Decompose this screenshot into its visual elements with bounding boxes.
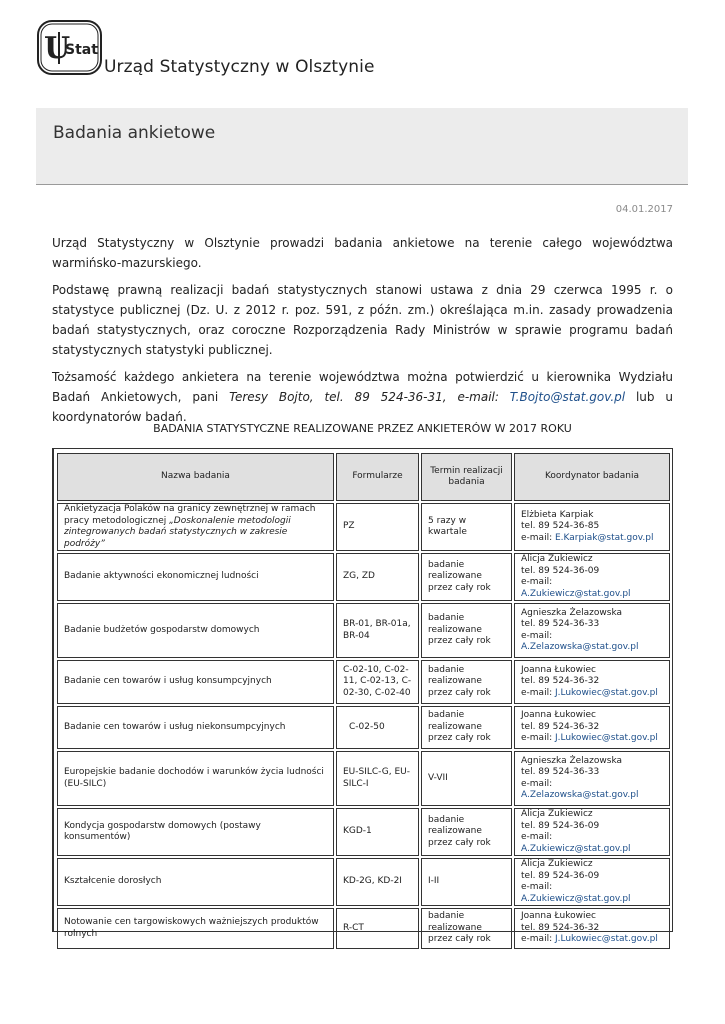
survey-name: Badanie cen towarów i usług konsumpcyjnych <box>57 660 334 704</box>
coordinator-email-link[interactable]: A.Zukiewicz@stat.gov.pl <box>521 843 631 854</box>
table-row <box>57 706 670 749</box>
surveys-table <box>55 451 672 951</box>
table-title: BADANIA STATYSTYCZNE REALIZOWANE PRZEZ ANKIETERÓW W 2017 ROKU <box>153 422 572 435</box>
organization-name: Urząd Statystyczny w Olsztynie <box>104 57 375 77</box>
survey-forms: EU-SILC-G, EU-SILC-I <box>336 751 419 806</box>
survey-forms: C-02-10, C-02-11, C-02-13, C-02-30, C-02-40 <box>336 660 419 704</box>
coordinator-email-link[interactable]: J.Lukowiec@stat.gov.pl <box>554 733 658 744</box>
survey-term: I-II <box>421 858 512 906</box>
surveys-table-frame <box>52 448 673 945</box>
survey-name: Kształcenie dorosłych <box>57 858 334 906</box>
survey-coordinator: Joanna Łukowiec tel. 89 524-36-32 e-mail: J.Lukowiec@stat.gov.pl <box>514 908 670 949</box>
identity-text-end: lub u koordynatorów badań. <box>52 390 673 424</box>
article-content <box>52 233 673 434</box>
page-title: Badania ankietowe <box>53 123 216 143</box>
coordinator-email-link[interactable]: A.Zukiewicz@stat.gov.pl <box>521 588 631 599</box>
table-row <box>57 503 670 551</box>
table-row <box>57 751 670 806</box>
survey-name: Europejskie badanie dochodów i warunków życia ludności (EU-SILC) <box>57 751 334 806</box>
survey-coordinator: Joanna Łukowiec tel. 89 524-36-32 e-mail: J.Lukowiec@stat.gov.pl <box>514 660 670 704</box>
survey-forms: C-02-50 <box>336 706 419 749</box>
us-stat-logo <box>37 20 102 75</box>
table-row <box>57 858 670 906</box>
coordinator-email-link[interactable]: A.Zelazowska@stat.gov.pl <box>521 790 639 800</box>
table-row <box>57 603 670 658</box>
survey-term: 5 razy w kwartale <box>421 503 512 551</box>
identity-text: Tożsamość każdego ankietera na terenie województwa można potwierdzić u kierownika Wydziału Badań Ankietowych, pani <box>52 370 673 404</box>
survey-name: Badanie cen towarów i usług niekonsumpcyjnych <box>57 706 334 749</box>
paragraph-identity <box>52 367 673 427</box>
survey-name: Badanie aktywności ekonomicznej ludności <box>57 553 334 601</box>
survey-coordinator: Alicja Żukiewicz tel. 89 524-36-09 e-mail: A.Zukiewicz@stat.gov.pl <box>514 808 670 856</box>
survey-term: badanie realizowane przez cały rok <box>421 808 512 856</box>
paragraph-intro: Urząd Statystyczny w Olsztynie prowadzi badania ankietowe na terenie całego województwa warmińsko-mazurskiego. <box>52 236 673 270</box>
survey-coordinator: Agnieszka Żelazowska tel. 89 524-36-33 e-mail: A.Zelazowska@stat.gov.pl <box>514 603 670 658</box>
svg-text:Stat: Stat <box>65 42 98 58</box>
survey-forms: R-CT <box>336 908 419 949</box>
coordinator-email-link[interactable]: E.Karpiak@stat.gov.pl <box>554 532 654 543</box>
paragraph-legal-basis: Podstawę prawną realizacji badań statystycznych stanowi ustawa z dnia 29 czerwca 1995 r. o statystyce publicznej (Dz. U. z 2012 r. poz. 591, z późn. zm.) określająca m.in. zasady prowadzenia badań statystycznych, oraz coroczne Rozporządzenia Rady Ministrów w sprawie programu badań statystycznych statystyki publicznej. <box>52 283 673 357</box>
survey-term: V-VII <box>421 751 512 806</box>
contact-person: Teresy Bojto, tel. 89 524-36-31, e-mail: <box>229 390 510 404</box>
survey-forms: ZG, ZD <box>336 553 419 601</box>
coordinator-email-link[interactable]: A.Zukiewicz@stat.gov.pl <box>521 893 631 904</box>
survey-name: Kondycja gospodarstw domowych (postawy konsumentów) <box>57 808 334 856</box>
survey-coordinator: Alicja Żukiewicz tel. 89 524-36-09 e-mail: A.Zukiewicz@stat.gov.pl <box>514 553 670 601</box>
survey-forms: KGD-1 <box>336 808 419 856</box>
publication-date: 04.01.2017 <box>615 204 673 215</box>
survey-name: Ankietyzacja Polaków na granicy zewnętrznej w ramach pracy metodologicznej „Doskonalenie metodologii zintegrowanych badań statystycznych w zakresie podróży” <box>57 503 334 551</box>
survey-term: badanie realizowane przez cały rok <box>421 603 512 658</box>
table-row <box>57 660 670 704</box>
column-header-forms: Formularze <box>336 453 419 501</box>
survey-coordinator: Joanna Łukowiec tel. 89 524-36-32 e-mail: J.Lukowiec@stat.gov.pl <box>514 706 670 749</box>
survey-term: badanie realizowane przez cały rok <box>421 660 512 704</box>
column-header-term: Termin realizacji badania <box>421 453 512 501</box>
coordinator-email-link[interactable]: A.Zelazowska@stat.gov.pl <box>521 642 639 652</box>
survey-term: badanie realizowane przez cały rok <box>421 706 512 749</box>
survey-term: badanie realizowane przez cały rok <box>421 553 512 601</box>
column-header-name: Nazwa badania <box>57 453 334 501</box>
coordinator-email-link[interactable]: J.Lukowiec@stat.gov.pl <box>554 687 658 698</box>
survey-coordinator: Agnieszka Żelazowska tel. 89 524-36-33 e-mail: A.Zelazowska@stat.gov.pl <box>514 751 670 806</box>
contact-email-link[interactable]: T.Bojto@stat.gov.pl <box>509 390 626 404</box>
table-row <box>57 808 670 856</box>
coordinator-email-link[interactable]: J.Lukowiec@stat.gov.pl <box>554 934 658 945</box>
survey-coordinator: Alicja Żukiewicz tel. 89 524-36-09 e-mail: A.Zukiewicz@stat.gov.pl <box>514 858 670 906</box>
svg-text:U: U <box>44 31 71 66</box>
survey-coordinator: Elżbieta Karpiak tel. 89 524-36-85 e-mail: E.Karpiak@stat.gov.pl <box>514 503 670 551</box>
column-header-coordinator: Koordynator badania <box>514 453 670 501</box>
table-row <box>57 908 670 949</box>
survey-name: Notowanie cen targowiskowych ważniejszych produktów rolnych <box>57 908 334 949</box>
survey-forms: BR-01, BR-01a, BR-04 <box>336 603 419 658</box>
table-row <box>57 553 670 601</box>
survey-forms: PZ <box>336 503 419 551</box>
survey-name: Badanie budżetów gospodarstw domowych <box>57 603 334 658</box>
survey-term: badanie realizowane przez cały rok <box>421 908 512 949</box>
survey-forms: KD-2G, KD-2I <box>336 858 419 906</box>
page-title-banner <box>36 108 688 185</box>
